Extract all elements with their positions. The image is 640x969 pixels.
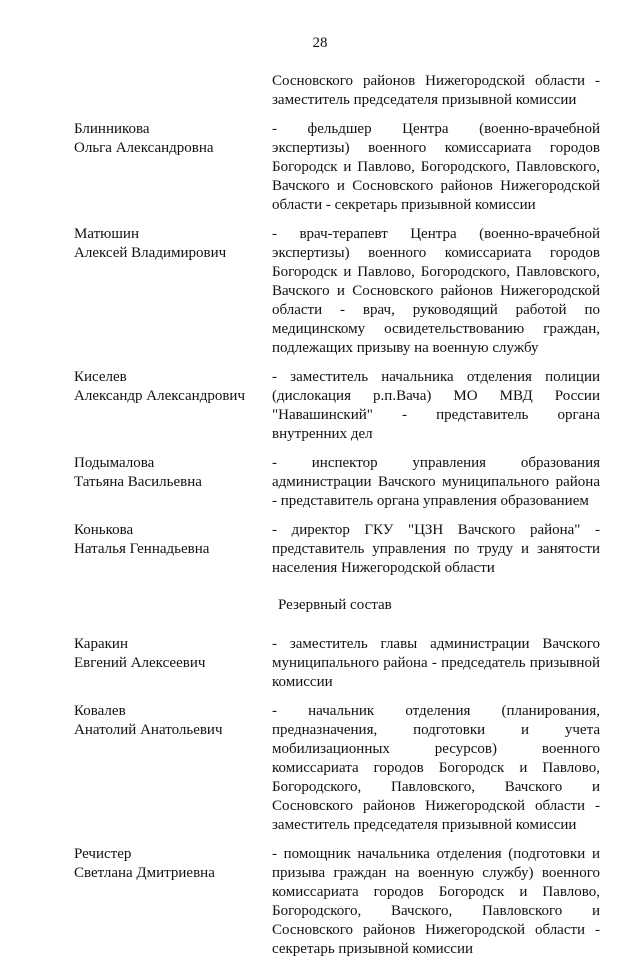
member-entry	[74, 120, 600, 215]
member-role: - директор ГКУ "ЦЗН Вачского района" - представитель управления по труду и занятости населения Нижегородской области	[272, 522, 600, 576]
member-role: - заместитель главы администрации Вачского муниципального района - председатель призывной комиссии	[272, 636, 600, 690]
member-name	[74, 454, 272, 511]
member-given-names: Светлана Дмитриевна	[74, 865, 215, 881]
member-name	[74, 368, 272, 444]
member-given-names: Анатолий Анатольевич	[74, 722, 223, 738]
member-role: - заместитель начальника отделения полиции (дислокация р.п.Вача) МО МВД России "Навашинский" - представитель органа внутренних дел	[272, 369, 600, 442]
member-name	[74, 521, 272, 578]
page-number: 28	[312, 35, 328, 51]
member-surname: Матюшин	[74, 226, 139, 242]
member-entry	[74, 368, 600, 444]
continuation-entry	[74, 72, 600, 110]
member-entry	[74, 521, 600, 578]
member-name	[74, 635, 272, 692]
continuation-role: Сосновского районов Нижегородской области - заместитель председателя призывной комиссии	[272, 73, 600, 108]
member-given-names: Наталья Геннадьевна	[74, 541, 210, 557]
member-role: - фельдшер Центра (военно-врачебной экспертизы) военного комиссариата городов Богородск и Павлово, Богородского, Павловского, Вачского и Сосновского районов Нижегородской области - секретарь призывной комиссии	[272, 121, 600, 213]
member-surname: Конькова	[74, 522, 134, 538]
member-given-names: Александр Александрович	[74, 388, 245, 404]
member-surname: Речистер	[74, 846, 132, 862]
member-role: - начальник отделения (планирования, предназначения, подготовки и учета мобилизационных ресурсов) военного комиссариата городов Богородск и Павлово, Богородского, Павловского, Вачского и Сосновского районов Нижегородской области - заместитель председателя призывной комиссии	[272, 703, 600, 833]
member-role: - помощник начальника отделения (подготовки и призыва граждан на военную службу) военного комиссариата городов Богородск и Павлово, Богородского, Вачского, Павловского и Сосновского районов Нижегородской области - секретарь призывной комиссии	[272, 846, 600, 957]
member-role: - врач-терапевт Центра (военно-врачебной экспертизы) военного комиссариата городов Богородск и Павлово, Богородского, Павловского, Вачского и Сосновского районов Нижегородской области - врач, руководящий работой по медицинскому освидетельствованию граждан, подлежащих призыву на военную службу	[272, 226, 600, 356]
reserve-heading: Резервный состав	[278, 597, 392, 613]
member-name	[74, 702, 272, 835]
member-given-names: Ольга Александровна	[74, 140, 214, 156]
member-given-names: Евгений Алексеевич	[74, 655, 206, 671]
member-entry	[74, 225, 600, 358]
member-name	[74, 225, 272, 358]
member-surname: Блинникова	[74, 121, 150, 137]
member-surname: Каракин	[74, 636, 128, 652]
member-name	[74, 845, 272, 959]
reserve-member-entry	[74, 635, 600, 692]
member-surname: Подымалова	[74, 455, 155, 471]
member-role: - инспектор управления образования администрации Вачского муниципального района - представитель органа управления образованием	[272, 455, 600, 509]
member-given-names: Татьяна Васильевна	[74, 474, 202, 490]
member-given-names: Алексей Владимирович	[74, 245, 227, 261]
member-name	[74, 120, 272, 215]
reserve-member-entry	[74, 702, 600, 835]
empty-name-cell	[74, 72, 272, 110]
member-surname: Киселев	[74, 369, 127, 385]
commission-list	[74, 72, 600, 969]
member-entry	[74, 454, 600, 511]
reserve-member-entry	[74, 845, 600, 959]
member-surname: Ковалев	[74, 703, 126, 719]
